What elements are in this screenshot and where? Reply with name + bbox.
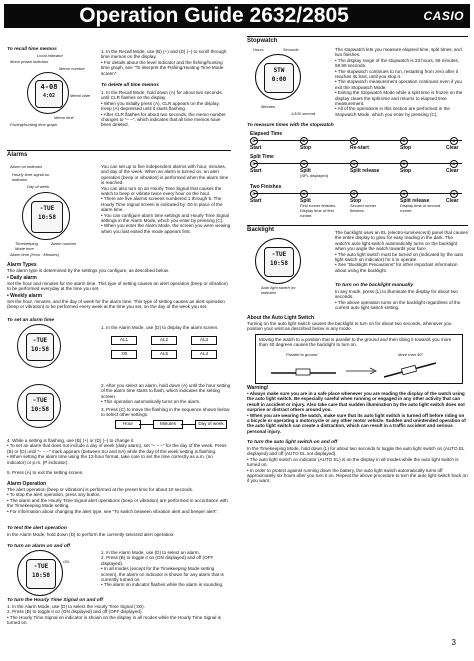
auto-light-diagram-box — [255, 334, 463, 384]
alarm-screen-flow — [111, 336, 221, 360]
finish-flow — [250, 190, 466, 220]
set-step-4: 4. While a setting is flashing, use (B) (+) or (D) (–) to change it. • To set an alarm that does not include a day of week (daily alarm), set "– – –" for the day of the week. Press (B) or (D) until "– – –" mark appears (between SU and SA) while the day of the week setting is flashing. • When setting the alarm time using the 12-hour format, take care to set the time correctly as a.m. (no indicator) or p.m. (P indicator). — [7, 438, 227, 465]
set-step-1: 1. In the Alarm Mode, use (D) to display the alarm screen. — [101, 325, 219, 330]
memo-number-label: Memo number — [59, 66, 85, 71]
manual-backlight-heading: To turn on the backlight manually — [335, 283, 414, 288]
finish-label-4: Split release — [400, 198, 430, 204]
alarm-operation-text: The alert operation (beep or vibration) is performed at the preset time for about 10 seconds. • To stop the alert operation, press any button. • The alarm and the Hourly Time Signal alert operations (beep or vibration) are performed in accordance with the Timekeeping Mode setting. • For information about changing the alert type, see "To switch between vibration alert and beeper alert". — [7, 487, 228, 514]
measure-heading: To measure times with the stopwatch — [247, 123, 334, 128]
stopwatch-watch-illustration: STW 0:00 — [255, 54, 301, 100]
alarm-types-heading: Alarm Types — [7, 262, 37, 268]
alarms-heading: Alarms — [7, 152, 28, 158]
timekeeping-time-label: Timekeeping Mode time — [15, 241, 38, 251]
split-release-button: A — [350, 160, 358, 168]
manual-backlight-text: In any mode, press (L) to illuminate the display for about two seconds. • The above operation turns on the backlight regardless of the current auto light switch setting. — [335, 289, 461, 311]
elapsed-stop-button: D — [300, 137, 308, 145]
backlight-watch-illustration: -TUE 10:58 — [255, 238, 301, 284]
seconds-label: Seconds — [283, 47, 299, 52]
finish-label-1: Start — [250, 198, 262, 204]
alarms-divider — [7, 150, 231, 151]
auto-light-about-text: Turning on the auto light switch causes the backlight to turn on for about two seconds, whenever you position your wrist as described below in any mode. — [247, 321, 452, 332]
set-step-3: 3. Press (C) to move the flashing in the sequence shown below to select other settings. — [101, 407, 230, 418]
finish-sub-3: Display time of second runner. — [400, 203, 441, 213]
split-label-4: Stop — [400, 168, 412, 174]
recall-watch-illustration: 4-08 4:02 — [27, 72, 69, 114]
setting-watch-illustration: -TUE 10:58 — [17, 384, 61, 428]
elapsed-heading: Elapsed Time — [250, 131, 283, 137]
stopwatch-heading: Stopwatch — [247, 38, 278, 44]
elapsed-flow — [250, 137, 466, 153]
alarm-types-intro: The alarm type is determined by the settings you configure, as described below. — [7, 268, 170, 273]
alarm-on-indicator-label: Alarm on indicator — [10, 164, 43, 169]
split-clear-button: A — [450, 160, 458, 168]
finish-label-3: Stop — [350, 198, 362, 204]
elapsed-stop2-button: D — [400, 137, 408, 145]
elapsed-label-3: Re-start — [350, 145, 369, 151]
minutes-label: Minutes — [261, 104, 276, 109]
stopwatch-text: The stopwatch lets you measure elapsed time, split times, and two finishes. • The display range of the stopwatch is 23 hours, 59 minutes, 59.99 seconds. • The stopwatch continues to run, restarting from zero after it reaches its limit, until you stop it. • The stopwatch measurement operation continues even if you exit the Stopwatch Mode. • Exiting the Stopwatch Mode while a split time is frozen on the display clears the split time and returns to elapsed time measurement. • All of the operations in this section are performed in the Stopwatch Mode, which you enter by pressing (C). — [335, 47, 463, 117]
alarm-number-label: Alarm number — [51, 241, 77, 246]
toggle-auto-light-heading: To turn the auto light switch on and off — [247, 440, 338, 445]
daily-alarm-heading: • Daily alarm — [7, 275, 37, 281]
backlight-heading: Backlight — [247, 227, 275, 233]
finish-label-5: Clear — [446, 198, 459, 204]
page-title: Operation Guide 2632/2805 — [79, 4, 349, 27]
set-step-5: 5. Press (A) to exit the setting screen. — [7, 470, 84, 475]
hourly-signal-heading: To turn the Hourly Time Signal on and off — [7, 598, 103, 603]
recall-heading: To recall time memos — [7, 47, 57, 52]
more-than-40-label: More than 40° — [398, 352, 424, 357]
flow-al3: AL3 — [191, 336, 217, 345]
split-flow — [250, 160, 466, 182]
auto-light-about-heading: About the Auto Light Switch — [247, 315, 315, 321]
split-label-3: Split release — [350, 168, 380, 174]
page-header — [4, 4, 470, 28]
split-split-button: A — [300, 160, 308, 168]
elapsed-label-1: Start — [250, 145, 262, 151]
elapsed-clear-button: A — [450, 137, 458, 145]
day-of-week-label: Day of week — [27, 184, 50, 189]
hourly-signal-text: 1. In the Alarm Mode, use (D) to select the Hourly Time Signal (:00). 2. Press (B) to toggle it on (ON displayed) and off (OFF displayed). • The Hourly Time Signal on indicator is shown on the display in all modes while the Hourly Time Signal is turned on. — [7, 604, 221, 626]
backlight-divider — [247, 225, 468, 226]
toggle-auto-light-text: In the Timekeeping Mode, hold down (L) for about two seconds to toggle the auto light switch on (AUTO EL displayed) and off (AUTO EL not displayed). • The auto light switch on indicator (AUTO EL) is on the display in all modes while the auto light switch is turned on. • In order to protect against running down the battery, the auto light switch automatically turns off approximately six hours after you turn it on. Repeat the above procedure to turn the auto light switch back on if you want. — [247, 446, 468, 484]
split-start-button: D — [250, 160, 258, 168]
elapsed-label-4: Stop — [400, 145, 412, 151]
auto-light-indicator-label: Auto light switch on indicator — [261, 285, 296, 295]
weekly-alarm-heading: • Weekly alarm — [7, 293, 43, 299]
parallel-label: Parallel to ground — [286, 352, 318, 357]
onoff-indicator-label: ON — [63, 559, 69, 564]
setting-sequence-flow — [115, 419, 225, 433]
wrist-tilt-illustration — [266, 359, 452, 381]
auto-light-diagram-text: Moving the watch to a position that is parallel to the ground and then tilting it towards you more than 40 degrees causes the backlight to turn on. — [259, 337, 452, 348]
recall-text: 1. In the Recall Mode, use (B) (+) and (D) (–) to scroll through time memos on the display. • For details about the level indicator and the fishing/hunting time graph, see "To interpret the Fishing/Hunting Time Mode screen". — [101, 49, 227, 76]
flow-al5: AL5 — [151, 350, 177, 359]
finish-stop-button: D — [350, 190, 358, 198]
elapsed-label-2: Stop — [300, 145, 312, 151]
fishing-graph-label: Fishing/hunting time graph — [10, 122, 58, 127]
flow-al4: AL4 — [191, 350, 217, 359]
finish-label-2: Split — [300, 198, 311, 204]
daily-alarm-text: Set the hour and minutes for the alarm time. This type of setting causes an alert operation (beep or vibration) to be performed everyday at the time you set. — [7, 281, 228, 292]
flow-hour: Hour — [115, 420, 141, 429]
set-alarm-watch-illustration: -TUE 10:58 — [17, 324, 61, 368]
test-alert-text: In the Alarm Mode, hold down (D) to perform the currently selected alert operation. — [7, 532, 175, 537]
flow-day-of-week: Day of week — [195, 420, 227, 429]
alarm-watch-illustration: -TUE 10:58 — [22, 192, 70, 240]
stopwatch-divider — [247, 36, 468, 37]
hours-label: Hours — [253, 47, 264, 52]
finish-split-button: A — [300, 190, 308, 198]
flow-al1: AL1 — [111, 336, 137, 345]
delete-text: 1. In the Recall Mode, hold down (A) for about two seconds, until CLR flashes on the display. • When you initially press (A), CLR appears on the display. Keep (A) depressed until it starts flashing. • After CLR flashes for about two seconds, the memo number changes to "– –", which indicates that all time memos have been deleted. — [101, 90, 226, 128]
split-label-1: Start — [250, 168, 262, 174]
set-alarm-heading: To set an alarm time — [7, 318, 55, 323]
alarm-time-label: Alarm time (Hour : Minutes) — [10, 252, 59, 257]
alarms-text: You can set up to five independent alarms with hour, minutes, and day of the week. When an alarm is turned on, an alert operation (beep or vibration) is performed when the alarm time is reached. You can also turn on an Hourly Time Signal that causes the watch to beep or vibrate twice every hour on the hour. • There are five alarms screens numbered 1 through 5. The Hourly Time Signal screen is indicated by :00 in place of the alarm time. • You can configure alarm time settings and Hourly Time Signal settings in the Alarm Mode, which you enter by pressing (C). • When you enter the Alarm Mode, the screen you were viewing when you last exited the mode appears first. — [101, 164, 231, 234]
memo-time-label: Memo time — [54, 115, 74, 120]
alarm-onoff-text: 1. In the Alarm Mode, use (D) to select an alarm. 2. Press (B) to toggle it on (ON displayed) and off (OFF displayed). • In all modes (except for the Timekeeping Mode setting screen), the alarm on indicator is shown for any alarm that is currently turned on. • The alarm on indicator flashes while the alarm is sounding. — [101, 550, 224, 588]
finish-clear-button: A — [450, 190, 458, 198]
warning-heading: Warning! — [247, 385, 269, 391]
backlight-text: The backlight uses an EL (electro-luminescent) panel that causes the entire display to glow for easy reading in the dark. The watch's auto light switch automatically turns on the backlight when you angle the watch towards your face. • The auto light switch must be turned on (indicated by the auto light switch on indicator) for it to operate. • See "Backlight Precautions" for other important information about using the backlight. — [335, 230, 468, 273]
elapsed-restart-button: D — [350, 137, 358, 145]
finish-start-button: D — [250, 190, 258, 198]
finish-release-button: A — [400, 190, 408, 198]
weekly-alarm-text: Set the hour, minutes, and the day of week for the alarm time. This type of setting causes an alert operation (beep or vibration) to be performed every week at the time you set, on the day of the week you set. — [7, 299, 225, 310]
hundredth-label: 1/100 second — [291, 111, 316, 116]
finish-sub-2: Second runner finishes. — [350, 203, 377, 213]
split-sub-label: (SPL displayed) — [300, 173, 329, 178]
elapsed-start-button: D — [250, 137, 258, 145]
finish-heading: Two Finishes — [250, 184, 282, 190]
hourly-on-indicator-label: Hourly time signal on indicator — [12, 172, 50, 182]
test-alert-heading: To test the alert operation — [7, 526, 67, 531]
flow-minutes: Minutes — [153, 420, 183, 429]
split-label-5: Clear — [446, 168, 459, 174]
flow-hourly: :00 — [111, 350, 137, 359]
split-heading: Split Time — [250, 154, 274, 160]
casio-logo: CASIO — [423, 9, 464, 23]
moon-phase-label: Moon phase indicator — [10, 59, 49, 64]
finish-sub-1: First runner finishes. Display time of first runner. — [300, 203, 337, 218]
delete-heading: To delete all time memos — [101, 83, 159, 88]
alarm-operation-heading: Alarm Operation — [7, 481, 47, 487]
local-indicator-label: Local indicator — [37, 53, 63, 58]
onoff-watch-illustration: -TUE 10:58 — [17, 550, 63, 596]
elapsed-label-5: Clear — [446, 145, 459, 151]
flow-al2: AL2 — [151, 336, 177, 345]
memo-date-label: Memo date — [70, 93, 91, 98]
alarm-onoff-heading: To turn an alarm on and off — [7, 544, 71, 549]
page-number: 3 — [451, 638, 456, 647]
split-label-2: Split — [300, 168, 311, 174]
warning-text: • Always make sure you are in a safe place whenever you are reading the display of the watch using the auto light switch. Be especially careful when running or engaged in any other activity that can result in accident or injury. Also take care that sudden illumination by the auto light switch does not surprise or distract others around you. • When you are wearing the watch, make sure that its auto light switch is turned off before riding on a bicycle or operating a motorcycle or any other motor vehicle. Sudden and unintended operation of the auto light switch can create a distraction, which can result in a traffic accident and serious personal injury. — [247, 391, 466, 434]
split-stop-button: D — [400, 160, 408, 168]
set-step-2: 2. After you select an alarm, hold down (A) until the hour setting of the alarm time starts to flash, which indicates the setting screen. • This operation automatically turns on the alarm. — [101, 383, 231, 405]
